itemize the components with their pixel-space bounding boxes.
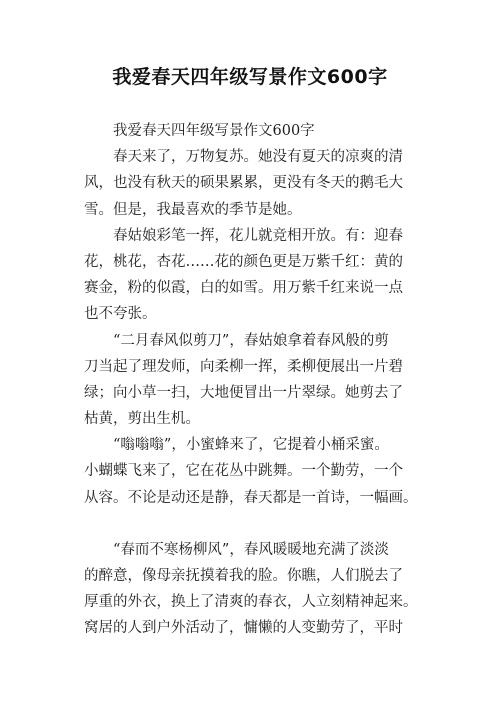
essay-line: 我爱春天四年级写景作文600字 [113, 123, 315, 139]
essay-line: 绿；向小草一扫，大地便冒出一片翠绿。她剪去了 [84, 384, 403, 401]
essay-line: 的醉意，像母亲抚摸着我的脸。你瞧，人们脱去了 [84, 568, 403, 584]
essay-line: 也不夸张。 [84, 306, 157, 323]
essay-line: 雪。但是，我最喜欢的季节是她。 [84, 201, 302, 218]
essay-line: 春天来了，万物复苏。她没有夏天的凉爽的清 [113, 149, 403, 166]
essay-line: 春姑娘彩笔一挥，花儿就竞相开放。有：迎春 [113, 227, 403, 244]
essay-line: 厚重的外衣，换上了清爽的春衣，人立刻精神起来。 [84, 594, 418, 611]
essay-body [84, 118, 434, 642]
essay-line [84, 511, 434, 537]
essay-line: 赛金，粉的似霞，白的如雪。用万紫千红来说一点 [84, 280, 403, 297]
essay-line: 从容。不论是动还是静，春天都是一首诗，一幅画。 [84, 489, 418, 506]
essay-line: 枯黄，剪出生机。 [84, 411, 200, 428]
essay-line: 风，也没有秋天的硕果累累，更没有冬天的鹅毛大 [84, 175, 403, 192]
essay-line: 刀当起了理发师，向柔柳一挥，柔柳便展出一片碧 [84, 358, 403, 375]
document-title: 我爱春天四年级写景作文600字 [112, 66, 388, 88]
essay-line: “嗡嗡嗡”，小蜜蜂来了，它提着小桶采蜜。 [113, 437, 389, 454]
essay-line: 窝居的人到户外活动了，慵懒的人变勤劳了，平时 [84, 620, 403, 637]
essay-line: 花，桃花，杏花……花的颜色更是万紫千红：黄的 [84, 253, 403, 270]
essay-line: “二月春风似剪刀”，春姑娘拿着春风般的剪 [113, 332, 389, 349]
essay-line: 小蝴蝶飞来了，它在花丛中跳舞。一个勤劳，一个 [84, 463, 403, 480]
essay-line: “春而不寒杨柳风”，春风暖暖地充满了淡淡 [113, 541, 389, 558]
